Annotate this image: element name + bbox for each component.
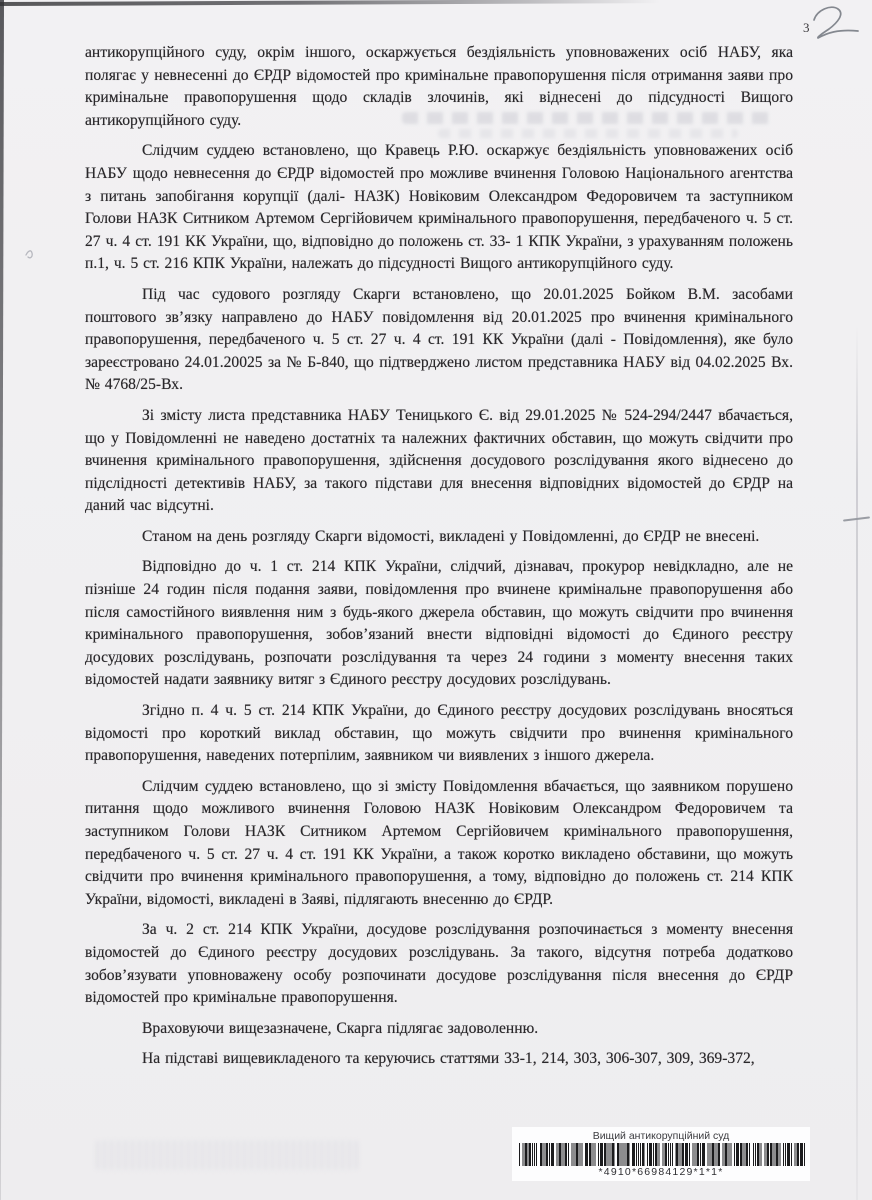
court-name-label: Вищий антикорупційний суд xyxy=(592,1129,730,1142)
barcode-number-label: *4910*66984129*1*1* xyxy=(598,1165,724,1178)
document-paragraph: антикорупційного суду, окрім іншого, оскаржується бездіяльність уповноважених осіб НАБУ, яка полягає у невнесенні до ЄРДР відомостей про кримінальне правопорушення після отримання заяви про кримінальне правопорушення щодо складів злочинів, які віднесені до підсудності Вищого антикорупційного суду. xyxy=(85,44,793,129)
document-paragraph: Слідчим суддею встановлено, що зі змісту Повідомлення вбачається, що заявником порушено питання щодо можливого вчинення Головою НАЗК Новіковим Олександром Федоровичем та заступником Голови НАЗК Ситником Артемом Сергійовичем кримінального правопорушення, передбаченого ч. 5 ст. 27 ч. 4 ст. 191 КК України, а також коротко викладено обставини, що можуть свідчити про вчинення кримінального правопорушення, а тому, відповідно до положень ст. 214 КПК України, відомості, викладені в Заяві, підлягають внесенню до ЄРДР. xyxy=(85,777,793,908)
scan-edge-artifact-top xyxy=(0,0,660,5)
document-paragraph: Під час судового розгляду Скарги встановлено, що 20.01.2025 Бойком В.М. засобами поштового зв’язку направлено до НАБУ повідомлення від 20.01.2025 про вчинення кримінального правопорушення, передбаченого ч. 5 ст. 27 ч. 4 ст. 191 КК України (далі - Повідомлення), яке було зареєстровано 24.01.20025 за № Б-840, що підтверджено листом представника НАБУ від 04.02.2025 Вх. № 4768/25-Вх. xyxy=(85,285,793,394)
document-paragraph: Відповідно до ч. 1 ст. 214 КПК України, слідчий, дізнавач, прокурор невідкладно, але не пізніше 24 годин після подання заяви, повідомлення про вчинене кримінальне правопорушення або після самостійного виявлення ним з будь-якого джерела обставин, що можуть свідчити про вчинення кримінального правопорушення, зобов’язаний внести відповідні відомості до Єдиного реєстру досудових розслідувань, розпочати розслідування та через 24 години з моменту внесення таких відомостей надати заявнику витяг з Єдиного реєстру досудових розслідувань. xyxy=(85,558,793,689)
page-number: 3 xyxy=(803,20,810,35)
document-paragraph: За ч. 2 ст. 214 КПК України, досудове розслідування розпочинається з моменту внесення відомостей до Єдиного реєстру досудових розслідувань. За такого, відсутня потреба додатково зобов’язувати уповноважену особу розпочинати досудове розслідування після внесення до ЄРДР відомостей про кримінальне правопорушення. xyxy=(85,921,793,1007)
ink-bleedthrough-smudge xyxy=(96,1140,358,1170)
document-paragraph: Зі змісту листа представника НАБУ Теницького Є. від 29.01.2025 № 524-294/2447 вбачається, що у Повідомленні не наведено достатніх та належних фактичних обставин, що можуть свідчити про вчинення кримінального правопорушення, здійснення досудового розслідування якого віднесено до підслідності детективів НАБУ, за такого підстави для внесення відповідних відомостей до ЄРДР на даний час відсутні. xyxy=(85,406,793,515)
document-paragraph: Слідчим суддею встановлено, що Кравець Р.Ю. оскаржує бездіяльність уповноважених осіб НАБУ щодо невнесення до ЄРДР відомостей про можливе вчинення Головою Національного агентства з питань запобігання корупції (далі- НАЗК) Новіковим Олександром Федоровичем та заступником Голови НАЗК Ситником Артемом Сергійовичем кримінального правопорушення, передбаченого ч. 5 ст. 27 ч. 4 ст. 191 КК України, що, відповідно до положень ст. 33- 1 КПК України, з урахуванням положень п.1, ч. 5 ст. 216 КПК України, належать до підсудності Вищого антикорупційного суду. xyxy=(85,142,793,273)
paper-crease xyxy=(856,325,858,1200)
document-paragraph: Згідно п. 4 ч. 5 ст. 214 КПК України, до Єдиного реєстру досудових розслідувань вносяться відомості про короткий виклад обставин, що можуть свідчити про вчинення кримінального правопорушення, наведених потерпілим, заявником чи виявлених з іншого джерела. xyxy=(85,702,793,765)
document-paragraph: Враховуючи вищезазначене, Скарга підлягає задоволенню. xyxy=(142,1019,539,1037)
scan-edge-artifact-left xyxy=(0,0,4,1200)
court-barcode-stamp xyxy=(512,1127,810,1181)
pen-tick-mark xyxy=(22,246,40,264)
barcode-image xyxy=(517,1143,805,1166)
document-body xyxy=(85,42,793,1079)
handwritten-digit-annotation xyxy=(804,2,864,46)
document-paragraph: Станом на день розгляду Скарги відомості, викладені у Повідомленні, до ЄРДР не внесені. xyxy=(142,527,760,545)
document-paragraph: На підставі вищевикладеного та керуючись статтями 33-1, 214, 303, 306-307, 309, 369-372, xyxy=(142,1050,755,1068)
